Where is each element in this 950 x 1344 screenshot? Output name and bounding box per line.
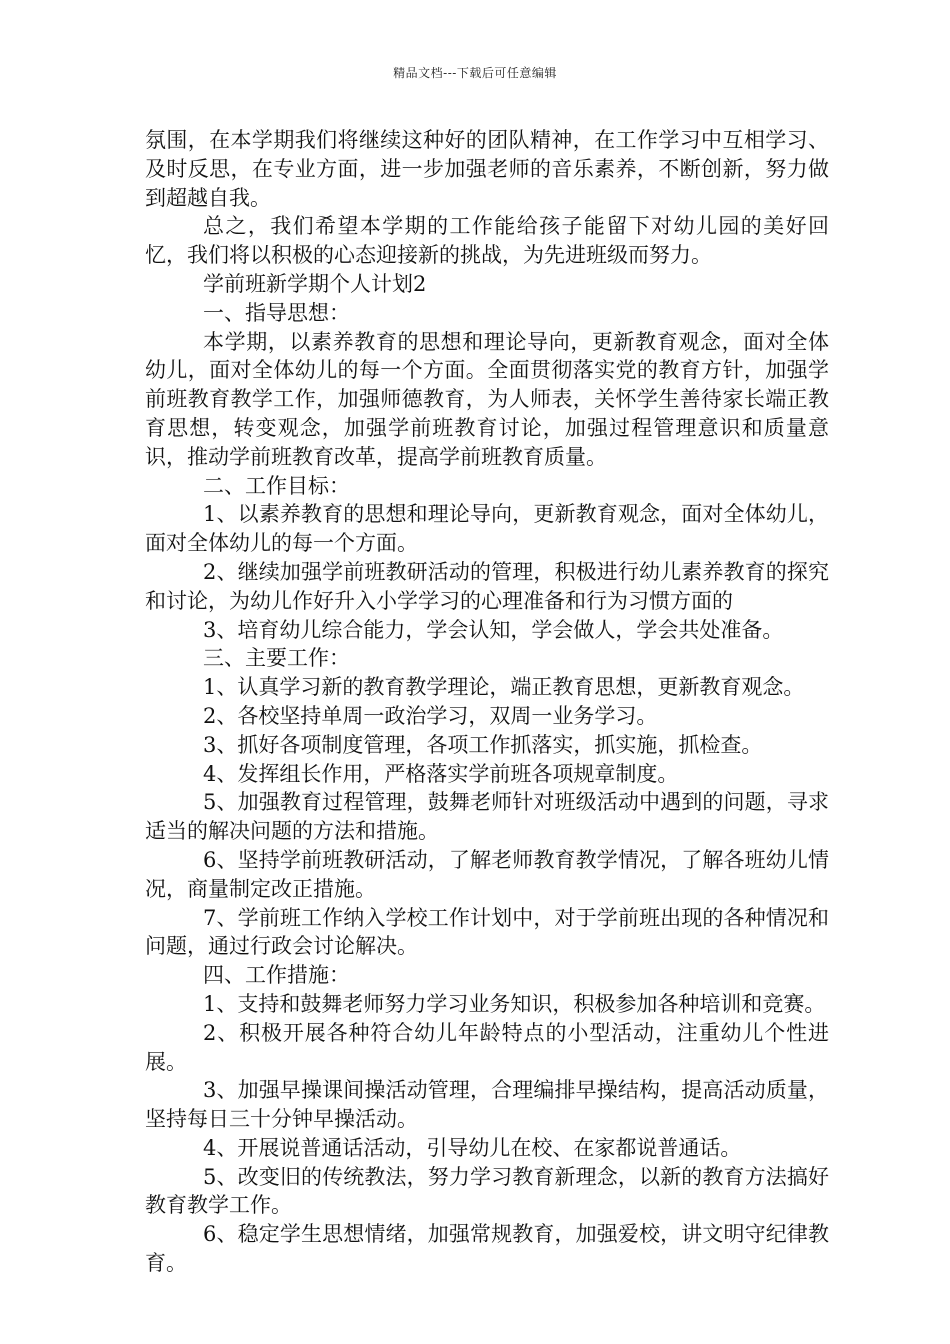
list-item: 7、学前班工作纳入学校工作计划中，对于学前班出现的各种情况和问题，通过行政会讨论解决。 xyxy=(145,905,829,959)
list-item: 4、发挥组长作用，严格落实学前班各项规章制度。 xyxy=(203,761,679,786)
list-item: 6、坚持学前班教研活动，了解老师教育教学情况，了解各班幼儿情况，商量制定改正措施。 xyxy=(145,847,829,901)
section-heading: 二、工作目标： xyxy=(203,473,350,498)
paragraph: 本学期，以素养教育的思想和理论导向，更新教育观念，面对全体幼儿，面对全体幼儿的每一个方面。全面贯彻落实党的教育方针，加强学前班教育教学工作，加强师德教育，为人师表，关怀学生善待家长端正教育思想，转变观念，加强学前班教育讨论，加强过程管理意识和质量意识，推动学前班教育改革，提高学前班教育质量。 xyxy=(145,329,829,469)
paragraph: 氛围，在本学期我们将继续这种好的团队精神，在工作学习中互相学习、及时反思，在专业方面，进一步加强老师的音乐素养，不断创新，努力做到超越自我。 xyxy=(145,128,829,210)
list-item: 2、继续加强学前班教研活动的管理，积极进行幼儿素养教育的探究和讨论，为幼儿作好升入小学学习的心理准备和行为习惯方面的 xyxy=(145,559,829,613)
section-heading: 三、主要工作： xyxy=(203,646,350,671)
list-item: 2、积极开展各种符合幼儿年龄特点的小型活动，注重幼儿个性进展。 xyxy=(145,1020,829,1074)
list-item: 2、各校坚持单周一政治学习，双周一业务学习。 xyxy=(203,703,658,728)
section-heading: 四、工作措施： xyxy=(203,963,350,988)
list-item: 3、培育幼儿综合能力，学会认知，学会做人，学会共处准备。 xyxy=(203,617,784,642)
list-item: 4、开展说普通话活动，引导幼儿在校、在家都说普通话。 xyxy=(203,1135,742,1160)
page-header: 精品文档---下载后可任意编辑 xyxy=(393,66,557,80)
list-item: 5、改变旧的传统教法，努力学习教育新理念，以新的教育方法搞好教育教学工作。 xyxy=(145,1164,829,1218)
list-item: 1、认真学习新的教育教学理论，端正教育思想，更新教育观念。 xyxy=(203,675,805,700)
list-item: 3、加强早操课间操活动管理，合理编排早操结构，提高活动质量，坚持每日三十分钟早操活动。 xyxy=(145,1078,829,1132)
list-item: 3、抓好各项制度管理，各项工作抓落实，抓实施，抓检查。 xyxy=(203,732,763,757)
list-item: 5、加强教育过程管理，鼓舞老师针对班级活动中遇到的问题，寻求适当的解决问题的方法和措施。 xyxy=(145,790,829,844)
paragraph: 总之，我们希望本学期的工作能给孩子能留下对幼儿园的美好回忆，我们将以积极的心态迎接新的挑战，为先进班级而努力。 xyxy=(145,214,829,268)
section-title: 学前班新学期个人计划2 xyxy=(203,271,427,296)
section-heading: 一、指导思想： xyxy=(203,300,350,325)
list-item: 1、支持和鼓舞老师努力学习业务知识，积极参加各种培训和竞赛。 xyxy=(203,991,826,1016)
document-body xyxy=(145,126,829,1278)
list-item: 1、以素养教育的思想和理论导向，更新教育观念，面对全体幼儿，面对全体幼儿的每一个方面。 xyxy=(145,502,829,556)
list-item: 6、稳定学生思想情绪，加强常规教育，加强爱校，讲文明守纪律教育。 xyxy=(145,1222,829,1276)
